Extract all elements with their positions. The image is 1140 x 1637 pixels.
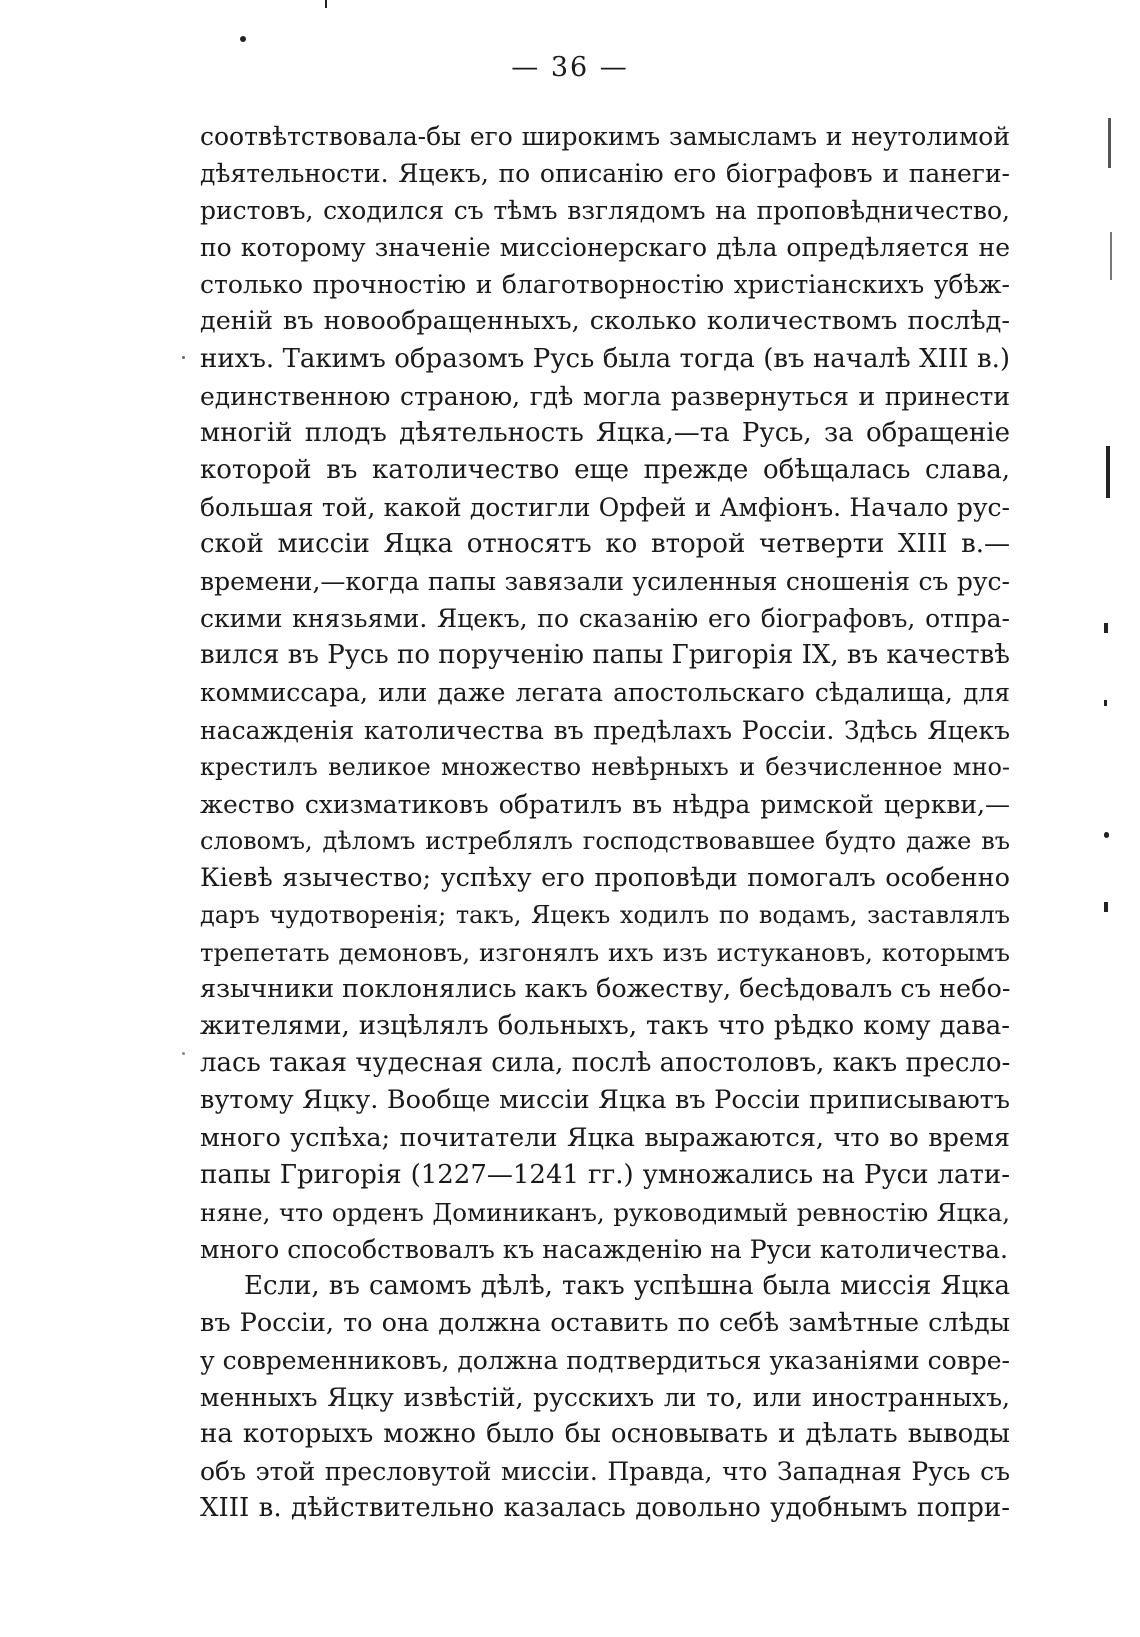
text-line: соотвѣтствовала-бы его широкимъ замысламъ и неутолимой xyxy=(200,122,1010,151)
text-line: словомъ, дѣломъ истреблялъ господствовавшее будто даже въ xyxy=(200,826,1010,855)
text-line: лась такая чудесная сила, послѣ апостоловъ, какъ пресло- xyxy=(200,1048,1010,1079)
text-line: у современниковъ, должна подтвердиться указаніями совре- xyxy=(200,1346,1010,1376)
text-line: по которому значеніе миссіонерскаго дѣла опредѣляется не xyxy=(200,233,1010,263)
text-line: на которыхъ можно было бы основывать и дѣлать выводы xyxy=(200,1419,1010,1450)
text-line: столько прочностію и благотворностію христіанскихъ убѣж- xyxy=(200,270,1010,300)
text-line: скими князьями. Яцекъ, по сказанію его біографовъ, отпра- xyxy=(200,604,1010,634)
text-line: много успѣха; почитатели Яцка выражаются, что во время xyxy=(200,1122,1010,1153)
scan-edge-mark xyxy=(1110,232,1112,280)
text-line: язычники поклонялись какъ божеству, бесѣдовалъ съ небо- xyxy=(200,974,1010,1005)
text-line: насажденія католичества въ предѣлахъ Россіи. Здѣсь Яцекъ xyxy=(200,715,1010,745)
text-line: времени,—когда папы завязали усиленныя сношенія съ рус- xyxy=(200,567,1010,597)
text-line: вутому Яцку. Вообще миссіи Яцка въ Россіи приписываютъ xyxy=(200,1085,1010,1116)
text-line: няне, что орденъ Доминиканъ, руководимый ревностію Яцка, xyxy=(200,1197,1010,1227)
text-line: крестилъ великое множество невѣрныхъ и безчисленное мно- xyxy=(200,752,1010,781)
scan-edge-mark xyxy=(1104,700,1107,706)
text-line: вился въ Русь по порученію папы Григорія IX, въ качествѣ xyxy=(200,640,1010,671)
scan-speck xyxy=(182,1052,185,1055)
text-line: нихъ. Такимъ образомъ Русь была тогда (въ началѣ XIII в.) xyxy=(200,343,1010,374)
scan-edge-mark xyxy=(1104,902,1108,912)
text-line: XIII в. дѣйствительно казалась довольно удобнымъ попри- xyxy=(200,1493,1010,1524)
scan-edge-mark xyxy=(1106,446,1110,498)
text-line: жество схизматиковъ обратилъ въ нѣдра римской церкви,— xyxy=(200,789,1010,819)
text-line: трепетать демоновъ, изгонялъ ихъ изъ истукановъ, которымъ xyxy=(200,938,1010,968)
text-line: объ этой пресловутой миссіи. Правда, что Западная Русь съ xyxy=(200,1457,1010,1487)
body-text xyxy=(200,118,1010,1528)
text-line: папы Григорія (1227—1241 гг.) умножались на Руси лати- xyxy=(200,1159,1010,1190)
text-line: менныхъ Яцку извѣстій, русскихъ ли то, или иностранныхъ, xyxy=(200,1383,1010,1413)
paragraph-end-line: много способствовалъ къ насажденію на Руси католичества. xyxy=(200,1234,1008,1264)
text-line: коммиссара, или даже легата апостольскаго сѣдалища, для xyxy=(200,678,1010,708)
text-line: единственною страною, гдѣ могла развернуться и принести xyxy=(200,381,1010,411)
scan-speck xyxy=(240,36,246,42)
text-line: большая той, какой достигли Орфей и Амфіонъ. Начало рус- xyxy=(200,492,1010,522)
scan-edge-mark xyxy=(1104,832,1109,838)
scan-edge-mark xyxy=(1104,623,1108,633)
text-line: многій плодъ дѣятельность Яцка,—та Русь, за обращеніе xyxy=(200,417,1010,448)
scan-speck xyxy=(325,0,327,8)
page-number: — 36 — xyxy=(511,52,629,83)
text-line: ской миссіи Яцка относятъ ко второй четверти XIII в.— xyxy=(200,529,1010,560)
text-line: дѣятельности. Яцекъ, по описанію его біографовъ и панеги- xyxy=(200,159,1010,189)
text-line: въ Россіи, то она должна оставить по себѣ замѣтные слѣды xyxy=(200,1308,1010,1338)
text-line: даръ чудотворенія; такъ, Яцекъ ходилъ по водамъ, заставлялъ xyxy=(200,900,1010,929)
scan-speck xyxy=(182,356,185,359)
scan-edge-mark xyxy=(1108,118,1111,168)
text-line: деній въ новообращенныхъ, сколько количествомъ послѣд- xyxy=(200,306,1010,337)
text-line: жителями, изцѣлялъ больныхъ, такъ что рѣдко кому дава- xyxy=(200,1011,1010,1042)
text-line: Кіевѣ язычество; успѣху его проповѣди помогалъ особенно xyxy=(200,862,1010,893)
text-line: ристовъ, сходился съ тѣмъ взглядомъ на проповѣдничество, xyxy=(200,196,1010,226)
text-line: которой въ католичество еще прежде обѣщалась слава, xyxy=(200,454,1010,485)
paragraph-start-line: Если, въ самомъ дѣлѣ, такъ успѣшна была миссія Яцка xyxy=(244,1270,1010,1301)
